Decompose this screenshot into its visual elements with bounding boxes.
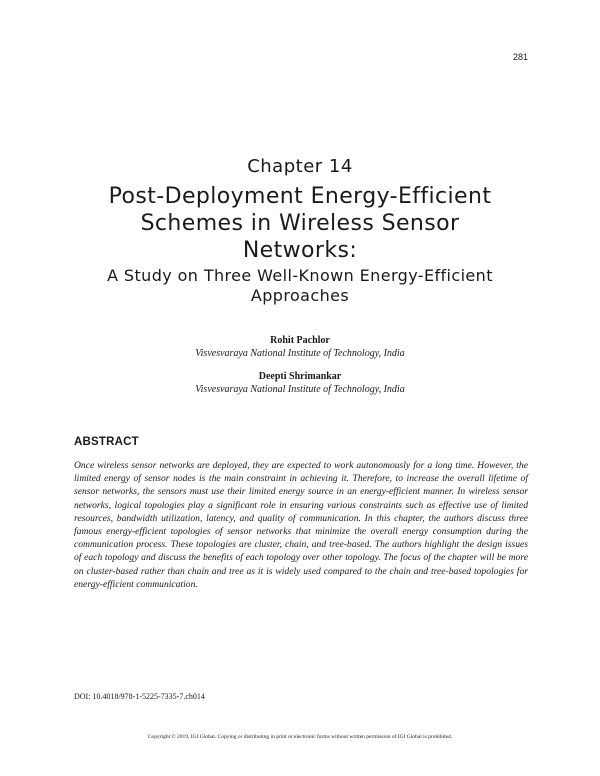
chapter-subtitle: A Study on Three Well-Known Energy-Efficient Approaches (107, 266, 493, 305)
author-name: Deepti Shrimankar (258, 371, 342, 382)
author-affiliation: Visvesvaraya National Institute of Technology, India (195, 348, 405, 359)
abstract-body: Once wireless sensor networks are deployed, they are expected to work autonomously for a long time. However, the limited energy of sensor nodes is the main constraint in achieving it. Therefore, to increase the overall lifetime of sensor networks, the sensors must use their limited energy source in an energy-efficient manner. In wireless sensor networks, logical topologies play a significant role in ensuring various constraints such as effective use of limited resources, bandwidth utilization, latency, and quality of communication. In this chapter, the authors discuss three famous energy-efficient topologies of sensor networks that minimize the overall energy consumption during the communication process. These topologies are cluster, chain, and tree-based. The authors highlight the design issues of each topology and discuss the benefits of each topology over other topology. The focus of the chapter will be more on cluster-based rather than chain and tree as it is widely used compared to the chain and tree-based topologies for energy-efficient communication. (74, 460, 528, 590)
doi-line: DOI: 10.4018/978-1-5225-7335-7.ch014 (74, 692, 205, 701)
author-block-1 (0, 334, 600, 360)
page-number: 281 (512, 52, 528, 62)
author-affiliation: Visvesvaraya National Institute of Technology, India (195, 384, 405, 395)
copyright-notice: Copyright © 2019, IGI Global. Copying or distributing in print or electronic forms without written permission of IGI Global is prohibited. (147, 734, 453, 740)
abstract-heading: ABSTRACT (74, 436, 139, 448)
author-name: Rohit Pachlor (270, 335, 330, 346)
author-block-2 (0, 370, 600, 396)
chapter-label: Chapter 14 (247, 156, 353, 177)
chapter-title: Post-Deployment Energy-Efficient Schemes in Wireless Sensor Networks: (108, 184, 492, 263)
